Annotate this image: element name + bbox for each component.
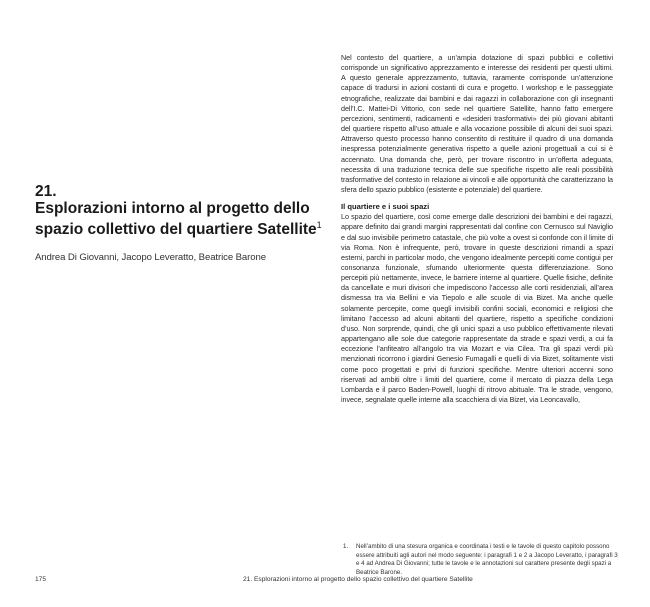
running-title: 21. Esplorazioni intorno al progetto dello spazio collettivo del quartiere Satellite xyxy=(243,576,473,583)
section-paragraph: Lo spazio del quartiere, così come emerge dalle descrizioni dei bambini e dei ragazzi, appare definito dai grandi margini rappresentati dal confine con Cernusco sul Naviglio e dal suo invisibile perimetro catastale, che più volte a ovest si confonde con il limite di via Roma. Non è infrequente, però, trovare in queste descrizioni rimandi a spazi esterni, parchi in particolar modo, che vengono idealmente percepiti come contigui per consonanza funzionale, sfumando ulteriormente questa differenziazione. Sono percepiti più nettamente, invece, le barriere interne al quartiere. Quelle fisiche, definite da cancellate e muri divisori che impediscono l’accesso alle corti residenziali, all’area dismessa tra via Bellini e via Tiepolo e alle scuole di via Bizet. Ma anche quelle solamente percepite, come quegli invisibili confini sociali, economici e religiosi che limitano l’accesso ad alcuni abitanti del quartiere, rispetto a specifiche condizioni d’uso. Non sorprende, quindi, che gli unici spazi a uso pubblico effettivamente rilevati appartengano alle sole due categorie rappresentate da strade e spazi verdi, a cui fa eccezione l’anfiteatro all’angolo tra via Mozart e via Cilea. Tra gli spazi verdi più menzionati ricorrono i giardini Genesio Fumagalli e quelli di via Bizet, solitamente visti come poco progettati e privi di funzioni specifiche. Mentre ulteriori accenni sono riservati ad ambiti oltre i limiti del quartiere, come il mercato di piazza della Lega Lombarda e il parco Baden-Powell, luoghi di ritrovo abituale. Tra le strade, vengono, invece, segnalate quelle interne alla scacchiera di via Bizet, via Leoncavallo, xyxy=(341,212,613,404)
footnote-number: 1. xyxy=(343,543,349,550)
section-heading: Il quartiere e i suoi spazi xyxy=(341,202,430,212)
intro-paragraph: Nel contesto del quartiere, a un’ampia dotazione di spazi pubblici e collettivi corrisponde un significativo apprezzamento e interesse dei residenti per questi ultimi. A questo generale apprezzamento, tuttavia, raramente corrisponde un’attenzione capace di tradursi in azioni costanti di cura e progetto. I workshop e le passeggiate etnografiche, realizzate dai bambini e dai ragazzi in collaborazione con gli insegnanti dell’I.C. Mattei-Di Vittorio, con sede nel quartiere Satellite, hanno fatto emergere percezioni, sentimenti, radicamenti e «desideri trasformativi» dei più giovani abitanti del quartiere rispetto all’uso attuale e alla vocazione possibile di alcuni dei suoi spazi. Attraverso questo processo hanno consentito di restituire il quadro di una domanda inespressa potenzialmente generativa rispetto a quelle azioni progettuali a cui si è accennato. Una domanda che, però, per trovare riscontro in un’offerta adeguata, necessita di una traduzione tecnica delle sue specifiche rispetto alle reali possibilità trasformative del contesto in relazione ai vincoli e alle opportunità che caratterizzano la sfera dello spazio pubblico (esistente e potenziale) del quartiere. xyxy=(341,53,613,195)
footnote-text: Nell’ambito di una stesura organica e coordinata i testi e le tavole di questo capitolo possono essere attribuiti agli autori nel modo seguente: i paragrafi 1 e 2 a Jacopo Leveratto, i paragrafi 3 e 4 ad Andrea Di Giovanni; tutte le tavole e le annotazioni sul carattere presente degli spazi a Beatrice Barone. xyxy=(356,543,618,576)
chapter-title-text: Esplorazioni intorno al progetto dello spazio collettivo del quartiere Satellite xyxy=(35,200,317,239)
page-number: 175 xyxy=(35,576,47,583)
chapter-heading-block xyxy=(35,183,330,264)
body-column xyxy=(341,53,613,405)
footnote xyxy=(343,543,618,577)
chapter-title xyxy=(35,200,330,238)
footnote-reference[interactable]: 1 xyxy=(316,220,322,230)
chapter-number: 21. xyxy=(35,183,57,200)
chapter-authors: Andrea Di Giovanni, Jacopo Leveratto, Beatrice Barone xyxy=(35,252,266,264)
